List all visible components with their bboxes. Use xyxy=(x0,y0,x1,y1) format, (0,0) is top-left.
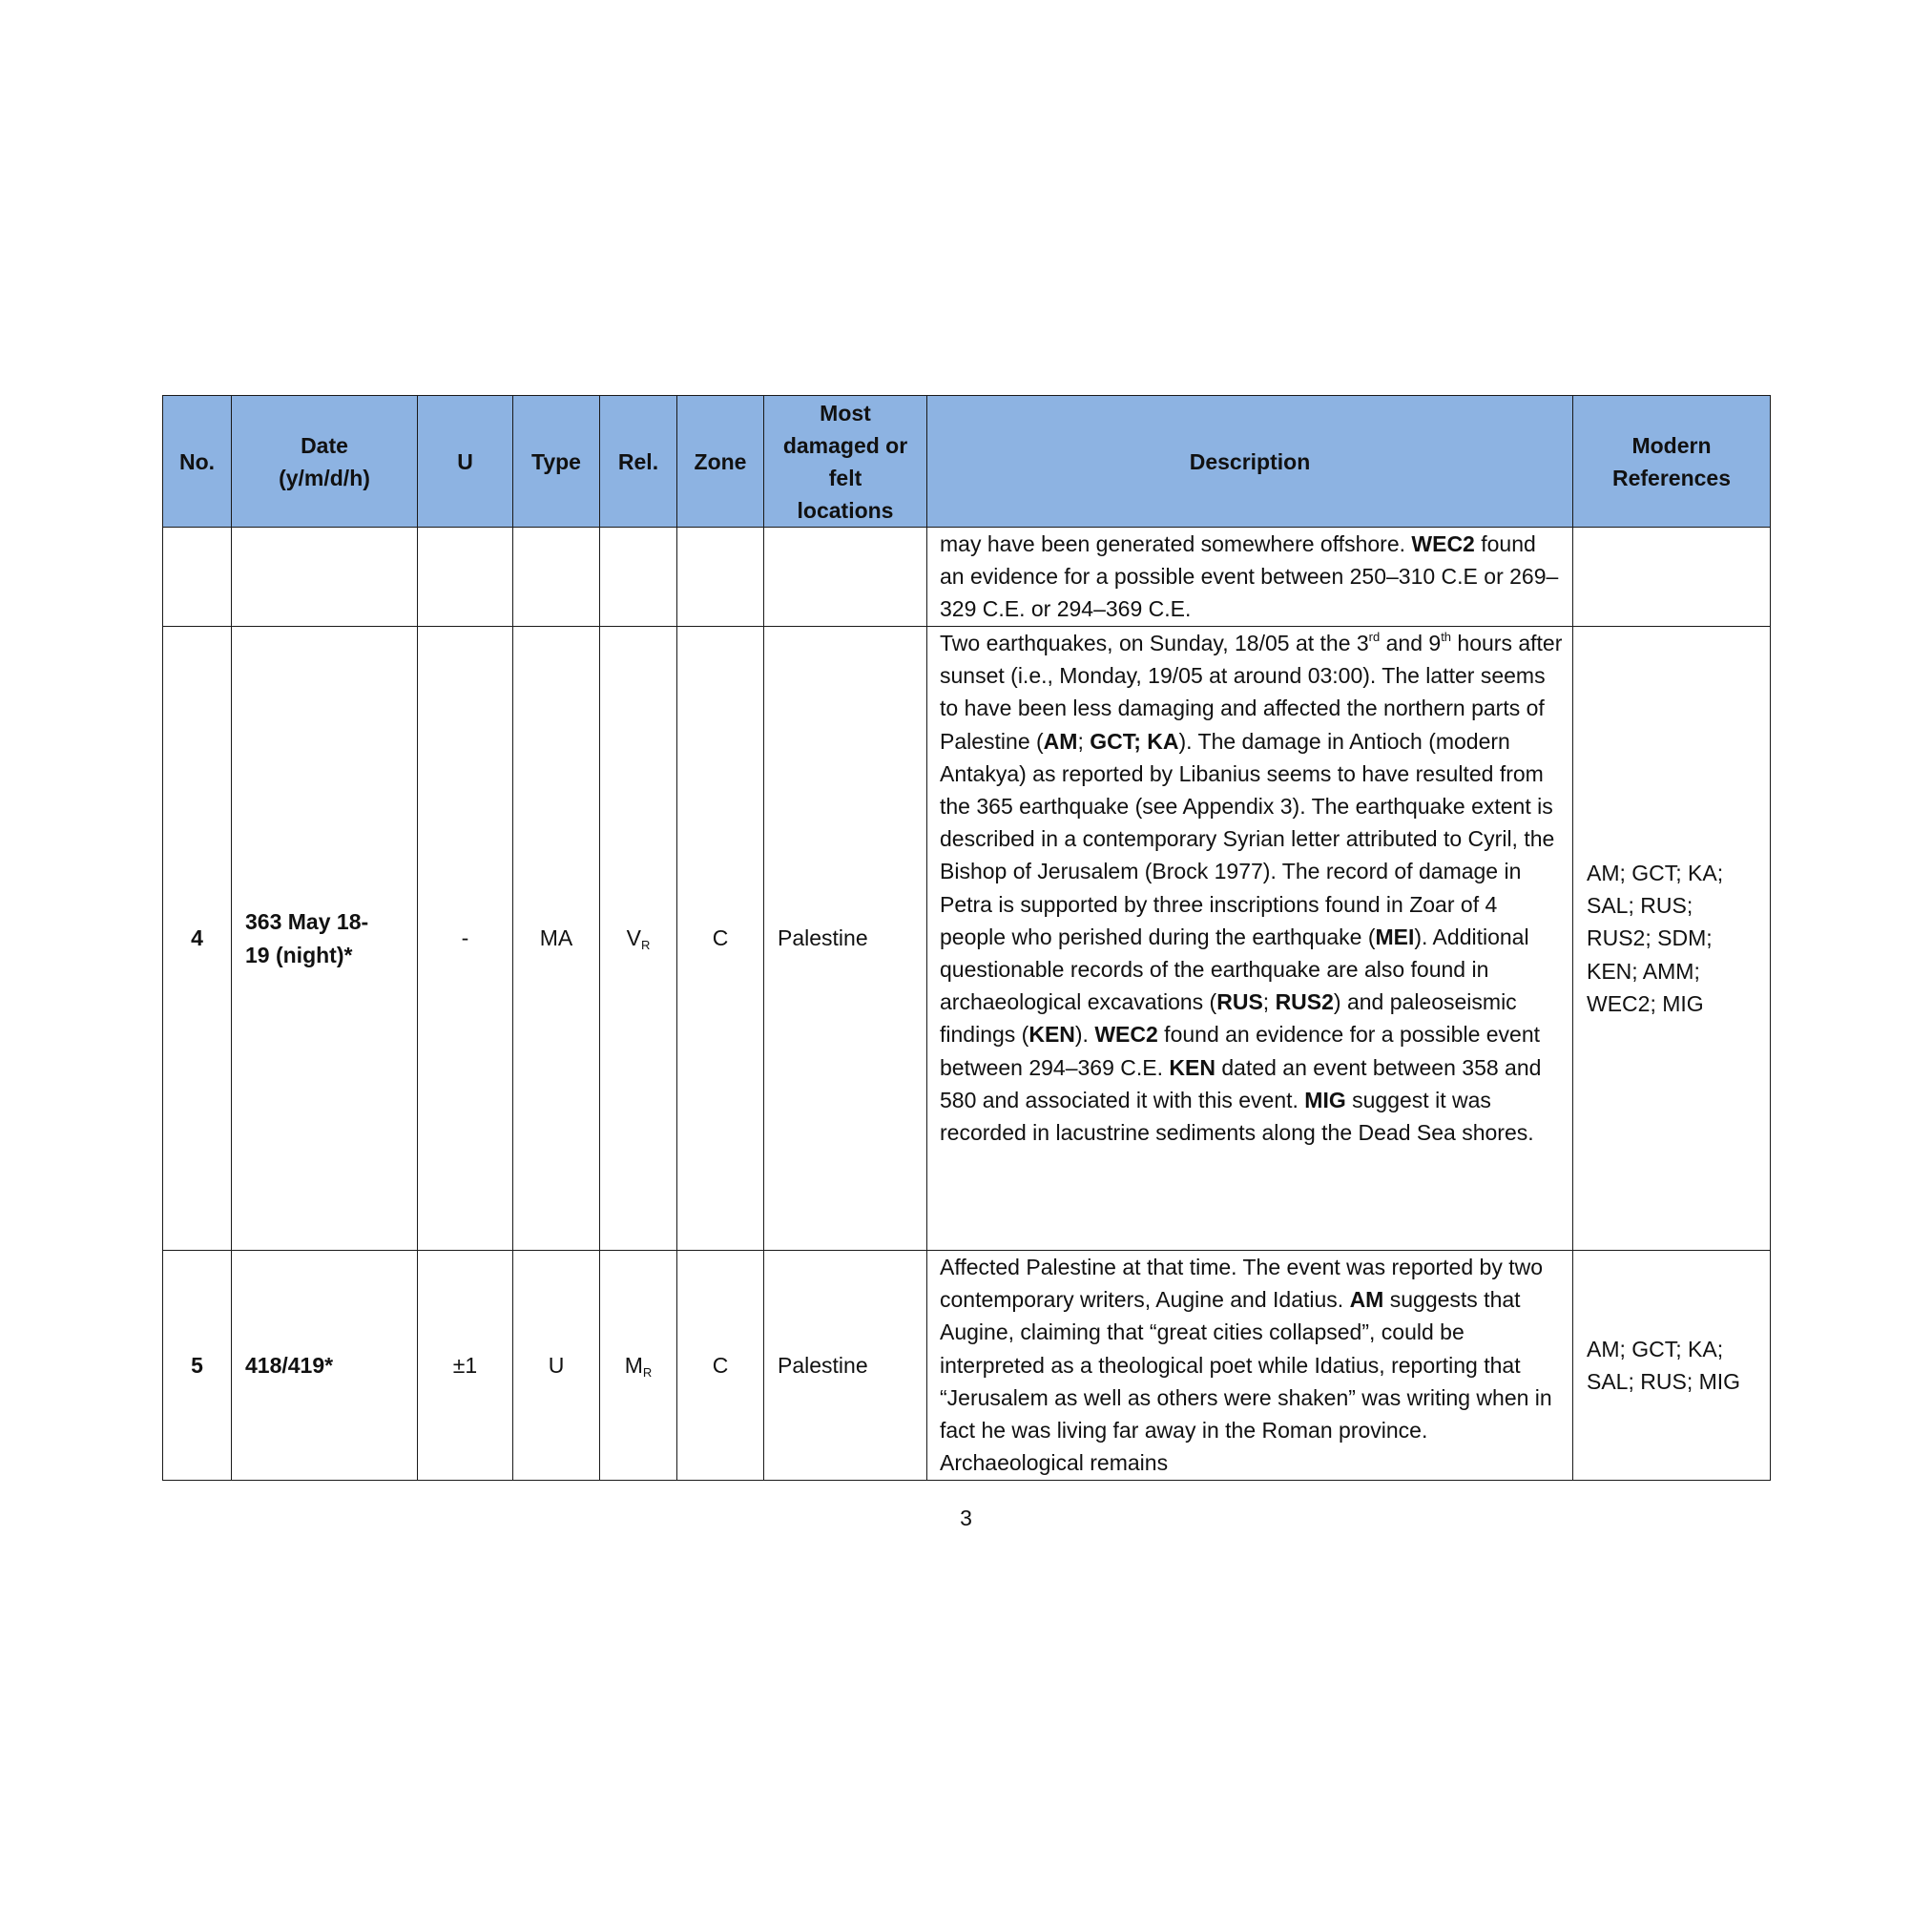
desc-ref-bold: WEC2 xyxy=(1094,1022,1158,1048)
header-locations-line1: Most xyxy=(820,400,871,426)
desc-text: ; xyxy=(1077,728,1091,754)
cell-description xyxy=(927,1251,1573,1481)
desc-ref-bold: MIG xyxy=(1304,1087,1346,1112)
cell-location xyxy=(764,528,927,627)
desc-text: ) and paleoseismic findings ( xyxy=(940,989,1517,1048)
rel-main: M xyxy=(624,1352,643,1378)
cell-rel xyxy=(600,1251,677,1481)
desc-text: ). Additional questionable records of the earthquake are also found in archaeological excavations ( xyxy=(940,924,1529,1015)
cell-references xyxy=(1573,1251,1771,1481)
cell-date xyxy=(232,528,418,627)
desc-ref-bold: KEN xyxy=(1028,1022,1075,1048)
desc-ref-bold: WEC2 xyxy=(1411,531,1475,556)
header-date-line1: Date xyxy=(301,432,348,458)
desc-sup: th xyxy=(1441,630,1452,644)
date-line2: 19 (night)* xyxy=(245,942,353,967)
page-number: 3 xyxy=(960,1506,972,1530)
desc-ref-bold: KEN xyxy=(1169,1054,1215,1080)
refs-line: KEN; AMM; xyxy=(1587,958,1700,984)
cell-no xyxy=(163,528,232,627)
header-description: Description xyxy=(927,396,1573,528)
desc-text: hours after sunset (i.e., Monday, 19/05 at around 03:00). The latter seems to have been less damaging and affected the northern parts of Palestine ( xyxy=(940,631,1563,754)
desc-text: ). xyxy=(1074,1022,1095,1048)
header-locations-line3: felt xyxy=(828,465,862,490)
desc-ref-bold: RUS xyxy=(1216,989,1263,1015)
rel-sub: R xyxy=(642,1364,653,1380)
cell-type xyxy=(513,528,600,627)
desc-text: ; xyxy=(1262,989,1276,1015)
desc-ref-bold: AM xyxy=(1349,1287,1384,1313)
header-locations-line2: damaged or xyxy=(782,432,908,458)
cell-zone: C xyxy=(677,627,764,1251)
desc-text: suggest it was recorded in lacustrine sediments along the Dead Sea shores. xyxy=(940,1087,1534,1146)
cell-references xyxy=(1573,528,1771,627)
desc-text: ). The damage in Antioch (modern Antakya) as reported by Libanius seems to have resulted from the 365 earthquake (see Appendix 3). The earthquake extent is described in a contemporary Syrian letter attributed to Cyril, the Bishop of Jerusalem (Brock 1977). The record of damage in Petra is supported by three inscriptions found in Zoar of 4 people who perished during the earthquake ( xyxy=(940,728,1555,949)
cell-zone: C xyxy=(677,1251,764,1481)
header-references xyxy=(1573,396,1771,528)
desc-text: Affected Palestine at that time. The event was reported by two contemporary writers, Augine and Idatius. xyxy=(940,1255,1544,1313)
cell-u: ±1 xyxy=(418,1251,513,1481)
cell-no: 4 xyxy=(163,627,232,1251)
earthquake-catalog-table xyxy=(162,395,1771,1481)
header-refs-line2: References xyxy=(1611,465,1732,490)
desc-text: found an evidence for a possible event between 250–310 C.E or 269–329 C.E. or 294–369 C.E. xyxy=(940,531,1559,622)
cell-u xyxy=(418,528,513,627)
cell-date xyxy=(232,627,418,1251)
desc-ref-bold: AM xyxy=(1043,728,1078,754)
cell-rel xyxy=(600,528,677,627)
cell-references xyxy=(1573,627,1771,1251)
table-row-continuation xyxy=(163,528,1771,627)
cell-type: MA xyxy=(513,627,600,1251)
refs-line: SAL; RUS; xyxy=(1587,893,1693,919)
desc-text: found an evidence for a possible event between 294–369 C.E. xyxy=(940,1022,1541,1080)
header-type: Type xyxy=(513,396,600,528)
header-locations-line4: locations xyxy=(797,497,894,523)
desc-ref-bold: GCT; KA xyxy=(1090,728,1179,754)
desc-sup: rd xyxy=(1368,630,1381,644)
header-date xyxy=(232,396,418,528)
rel-sub: R xyxy=(640,938,651,953)
header-refs-line1: Modern xyxy=(1631,432,1712,458)
desc-ref-bold: MEI xyxy=(1375,924,1415,949)
table-row-4 xyxy=(163,627,1771,1251)
desc-text: may have been generated somewhere offshore. xyxy=(940,531,1412,556)
header-zone: Zone xyxy=(677,396,764,528)
cell-location: Palestine xyxy=(764,1251,927,1481)
header-rel: Rel. xyxy=(600,396,677,528)
desc-text: and 9 xyxy=(1380,631,1442,655)
desc-text: suggests that Augine, claiming that “great cities collapsed”, could be interpreted as a theological poet while Idatius, reporting that “Jerusalem as well as others were shaken” was writing when in fact he was living far away in the Roman province. Archaeological remains xyxy=(940,1287,1552,1476)
desc-ref-bold: RUS2 xyxy=(1275,989,1334,1015)
header-u: U xyxy=(418,396,513,528)
cell-rel xyxy=(600,627,677,1251)
header-date-line2: (y/m/d/h) xyxy=(279,465,370,490)
refs-line: RUS2; SDM; xyxy=(1587,925,1713,951)
cell-description xyxy=(927,627,1573,1251)
refs-line: WEC2; MIG xyxy=(1587,990,1704,1016)
header-row xyxy=(163,396,1771,528)
cell-description xyxy=(927,528,1573,627)
cell-date: 418/419* xyxy=(232,1251,418,1481)
refs-line: AM; GCT; KA; xyxy=(1587,1336,1724,1361)
desc-text: dated an event between 358 and 580 and associated it with this event. xyxy=(940,1054,1542,1112)
date-line1: 363 May 18- xyxy=(245,909,369,935)
cell-zone xyxy=(677,528,764,627)
cell-type: U xyxy=(513,1251,600,1481)
desc-text: Two earthquakes, on Sunday, 18/05 at the 3 xyxy=(940,631,1369,655)
table-row-5 xyxy=(163,1251,1771,1481)
header-locations xyxy=(764,396,927,528)
cell-u: - xyxy=(418,627,513,1251)
cell-no: 5 xyxy=(163,1251,232,1481)
rel-main: V xyxy=(626,925,641,951)
header-no: No. xyxy=(163,396,232,528)
refs-line: AM; GCT; KA; xyxy=(1587,860,1724,885)
cell-location: Palestine xyxy=(764,627,927,1251)
refs-line: SAL; RUS; MIG xyxy=(1587,1369,1741,1394)
